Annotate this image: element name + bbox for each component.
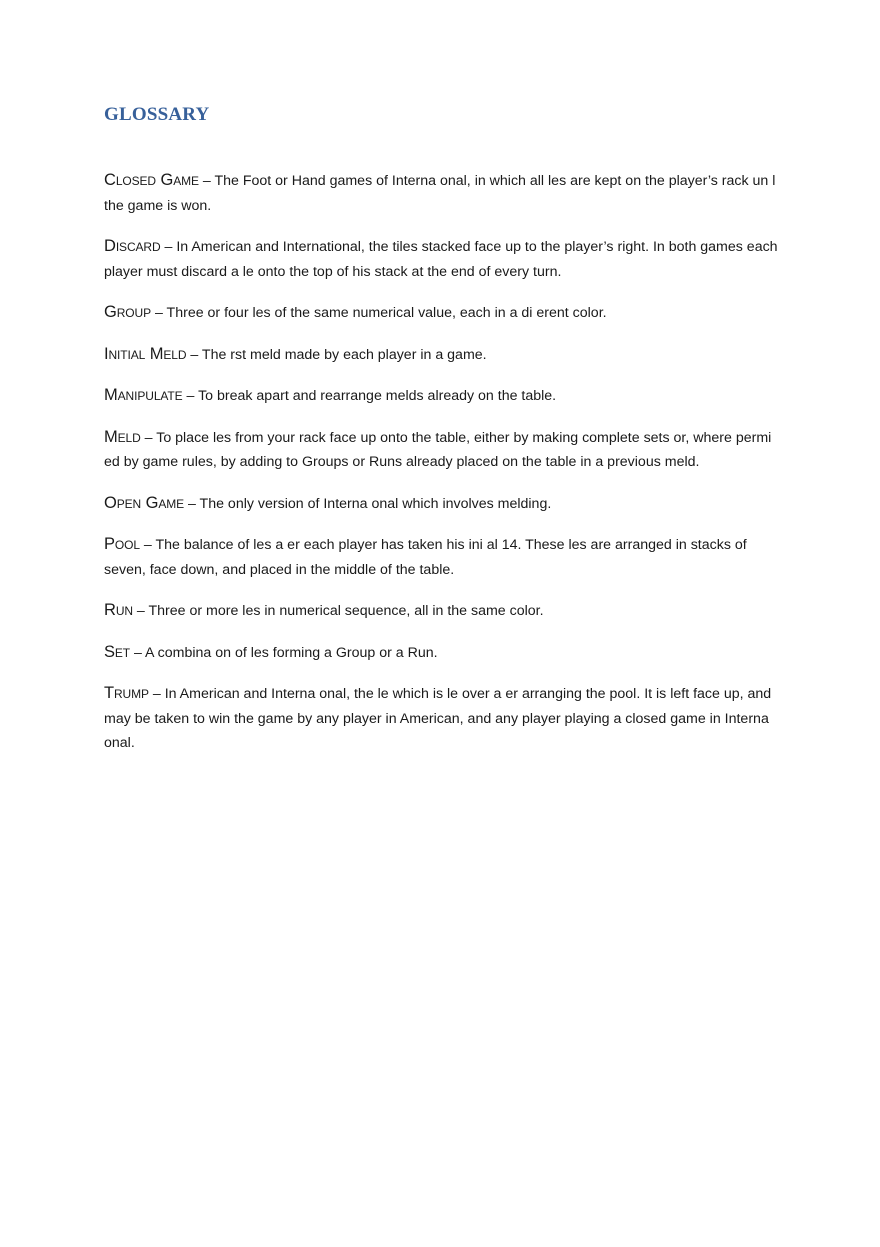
glossary-list xyxy=(104,168,784,772)
glossary-entry-group xyxy=(104,300,784,326)
glossary-entry-set xyxy=(104,640,784,666)
glossary-definition: – Three or four les of the same numerical value, each in a di erent color. xyxy=(151,305,607,321)
glossary-entry-pool xyxy=(104,532,784,582)
glossary-term: Closed Game xyxy=(104,171,199,189)
glossary-term: Set xyxy=(104,642,131,661)
glossary-entry-discard xyxy=(104,234,784,284)
glossary-definition: – The only version of Interna onal which involves melding. xyxy=(184,495,552,512)
glossary-term: Meld xyxy=(104,427,141,446)
glossary-definition: – The Foot or Hand games of Interna onal, in which all les are kept on the player’s rack un l the game is won. xyxy=(104,173,776,214)
glossary-definition: – The rst meld made by each player in a game. xyxy=(186,346,487,363)
glossary-term: Group xyxy=(104,303,152,321)
glossary-entry-initial-meld xyxy=(104,342,784,368)
glossary-definition: – To break apart and rearrange melds already on the table. xyxy=(182,388,557,404)
glossary-term: Pool xyxy=(104,535,140,553)
glossary-definition: – In American and International, the tiles stacked face up to the player’s right. In both games each player must discard a le onto the top of his stack at the end of every turn. xyxy=(104,239,778,280)
glossary-entry-trump xyxy=(104,681,784,756)
glossary-entry-manipulate xyxy=(104,383,784,409)
glossary-entry-closed-game xyxy=(104,168,784,218)
glossary-entry-run xyxy=(104,598,784,624)
glossary-definition: – The balance of les a er each player has taken his ini al 14. These les are arranged in stacks of seven, face down, and placed in the middle of the table. xyxy=(104,537,747,578)
glossary-entry-meld xyxy=(104,425,784,475)
glossary-definition: – A combina on of les forming a Group or a Run. xyxy=(130,644,438,661)
glossary-definition: – To place les from your rack face up onto the table, either by making complete sets or, where permi ed by game rules, by adding to Groups or Runs already placed on the table in a previous meld. xyxy=(104,429,772,470)
glossary-heading: GLOSSARY xyxy=(104,104,210,125)
glossary-term: Initial Meld xyxy=(104,344,187,363)
glossary-term: Run xyxy=(104,601,133,619)
glossary-entry-open-game xyxy=(104,491,784,517)
glossary-definition: – Three or more les in numerical sequence, all in the same color. xyxy=(132,603,544,619)
glossary-term: Discard xyxy=(104,237,161,255)
glossary-definition: – In American and Interna onal, the le which is le over a er arranging the pool. It is left face up, and may be taken to win the game by any player in American, and any player playing a closed game in Interna onal. xyxy=(104,686,772,751)
glossary-term: Trump xyxy=(104,684,149,702)
glossary-term: Manipulate xyxy=(104,386,183,404)
glossary-term: Open Game xyxy=(104,493,185,512)
